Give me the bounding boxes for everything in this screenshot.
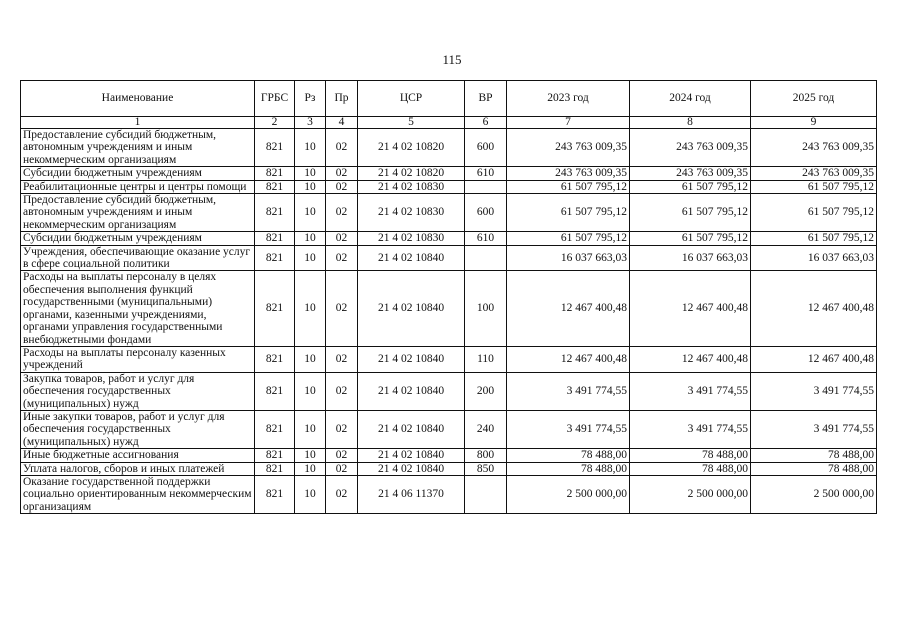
row-vr: 240: [465, 410, 507, 448]
row-amount-2025: 243 763 009,35: [751, 129, 877, 167]
row-amount-2025: 12 467 400,48: [751, 346, 877, 372]
row-amount-2025: 61 507 795,12: [751, 194, 877, 232]
row-rz: 10: [295, 475, 326, 513]
table-row: [21, 194, 877, 232]
row-pr: 02: [326, 475, 358, 513]
row-rz: 10: [295, 180, 326, 193]
row-name: Закупка товаров, работ и услуг для обеспечения государственных (муниципальных) нужд: [21, 372, 255, 410]
row-vr: 850: [465, 462, 507, 475]
table-row: [21, 245, 877, 271]
row-amount-2023: 78 488,00: [507, 462, 630, 475]
table-row: [21, 372, 877, 410]
table-row: [21, 449, 877, 462]
column-number: 2: [255, 117, 295, 129]
row-grbs: 821: [255, 346, 295, 372]
row-amount-2023: 61 507 795,12: [507, 180, 630, 193]
row-rz: 10: [295, 167, 326, 180]
table-row: [21, 180, 877, 193]
row-amount-2024: 2 500 000,00: [630, 475, 751, 513]
row-grbs: 821: [255, 410, 295, 448]
row-amount-2023: 3 491 774,55: [507, 372, 630, 410]
row-csr: 21 4 02 10820: [358, 129, 465, 167]
column-number: 8: [630, 117, 751, 129]
row-pr: 02: [326, 372, 358, 410]
row-name: Оказание государственной поддержки социально ориентированным некоммерческим организациям: [21, 475, 255, 513]
row-csr: 21 4 02 10840: [358, 271, 465, 346]
table-row: [21, 410, 877, 448]
row-pr: 02: [326, 194, 358, 232]
row-vr: 600: [465, 194, 507, 232]
row-amount-2023: 2 500 000,00: [507, 475, 630, 513]
row-amount-2023: 243 763 009,35: [507, 129, 630, 167]
row-amount-2025: 61 507 795,12: [751, 180, 877, 193]
row-amount-2024: 243 763 009,35: [630, 167, 751, 180]
table-row: [21, 462, 877, 475]
row-pr: 02: [326, 245, 358, 271]
header-rz: Рз: [295, 81, 326, 117]
header-grbs: ГРБС: [255, 81, 295, 117]
row-amount-2025: 2 500 000,00: [751, 475, 877, 513]
column-number: 1: [21, 117, 255, 129]
row-vr: 610: [465, 167, 507, 180]
column-number: 4: [326, 117, 358, 129]
table-row: [21, 232, 877, 245]
row-csr: 21 4 02 10820: [358, 167, 465, 180]
row-amount-2023: 16 037 663,03: [507, 245, 630, 271]
row-grbs: 821: [255, 271, 295, 346]
row-pr: 02: [326, 129, 358, 167]
row-rz: 10: [295, 129, 326, 167]
row-amount-2025: 12 467 400,48: [751, 271, 877, 346]
row-csr: 21 4 02 10840: [358, 410, 465, 448]
row-rz: 10: [295, 346, 326, 372]
row-rz: 10: [295, 462, 326, 475]
row-grbs: 821: [255, 232, 295, 245]
row-grbs: 821: [255, 167, 295, 180]
row-grbs: 821: [255, 372, 295, 410]
table-row: [21, 129, 877, 167]
row-vr: [465, 475, 507, 513]
header-2024: 2024 год: [630, 81, 751, 117]
row-csr: 21 4 02 10830: [358, 194, 465, 232]
row-rz: 10: [295, 271, 326, 346]
row-rz: 10: [295, 372, 326, 410]
header-row: [21, 81, 877, 117]
row-rz: 10: [295, 232, 326, 245]
page-number: 115: [442, 52, 462, 67]
row-amount-2024: 243 763 009,35: [630, 129, 751, 167]
row-grbs: 821: [255, 180, 295, 193]
row-amount-2024: 16 037 663,03: [630, 245, 751, 271]
row-vr: 110: [465, 346, 507, 372]
row-name: Реабилитационные центры и центры помощи: [21, 180, 255, 193]
row-pr: 02: [326, 271, 358, 346]
row-csr: 21 4 02 10830: [358, 232, 465, 245]
row-grbs: 821: [255, 462, 295, 475]
row-pr: 02: [326, 449, 358, 462]
row-name: Иные закупки товаров, работ и услуг для обеспечения государственных (муниципальных) нужд: [21, 410, 255, 448]
row-vr: [465, 245, 507, 271]
row-pr: 02: [326, 346, 358, 372]
row-amount-2023: 3 491 774,55: [507, 410, 630, 448]
row-csr: 21 4 02 10840: [358, 449, 465, 462]
table-row: [21, 346, 877, 372]
column-number-row: [21, 117, 877, 129]
table-body: [21, 129, 877, 514]
row-vr: 800: [465, 449, 507, 462]
row-csr: 21 4 02 10830: [358, 180, 465, 193]
column-number: 6: [465, 117, 507, 129]
row-rz: 10: [295, 449, 326, 462]
row-name: Предоставление субсидий бюджетным, автономным учреждениям и иным некоммерческим организациям: [21, 129, 255, 167]
row-name: Субсидии бюджетным учреждениям: [21, 232, 255, 245]
row-vr: 200: [465, 372, 507, 410]
row-amount-2023: 61 507 795,12: [507, 232, 630, 245]
header-pr: Пр: [326, 81, 358, 117]
column-number: 5: [358, 117, 465, 129]
row-amount-2024: 12 467 400,48: [630, 271, 751, 346]
budget-table: [20, 80, 877, 514]
row-amount-2024: 78 488,00: [630, 462, 751, 475]
row-vr: [465, 180, 507, 193]
row-amount-2024: 78 488,00: [630, 449, 751, 462]
row-grbs: 821: [255, 245, 295, 271]
table-row: [21, 475, 877, 513]
row-rz: 10: [295, 194, 326, 232]
row-grbs: 821: [255, 475, 295, 513]
row-vr: 610: [465, 232, 507, 245]
row-name: Уплата налогов, сборов и иных платежей: [21, 462, 255, 475]
row-csr: 21 4 02 10840: [358, 372, 465, 410]
row-amount-2023: 78 488,00: [507, 449, 630, 462]
column-number: 7: [507, 117, 630, 129]
header-name: Наименование: [21, 81, 255, 117]
table-row: [21, 167, 877, 180]
row-grbs: 821: [255, 449, 295, 462]
row-csr: 21 4 02 10840: [358, 462, 465, 475]
row-amount-2023: 243 763 009,35: [507, 167, 630, 180]
row-name: Учреждения, обеспечивающие оказание услуг в сфере социальной политики: [21, 245, 255, 271]
row-amount-2025: 243 763 009,35: [751, 167, 877, 180]
header-csr: ЦСР: [358, 81, 465, 117]
row-rz: 10: [295, 410, 326, 448]
row-amount-2024: 61 507 795,12: [630, 194, 751, 232]
row-amount-2024: 61 507 795,12: [630, 232, 751, 245]
row-pr: 02: [326, 462, 358, 475]
row-amount-2025: 3 491 774,55: [751, 372, 877, 410]
row-amount-2023: 61 507 795,12: [507, 194, 630, 232]
column-number: 9: [751, 117, 877, 129]
row-amount-2025: 78 488,00: [751, 462, 877, 475]
row-amount-2025: 3 491 774,55: [751, 410, 877, 448]
table-row: [21, 271, 877, 346]
header-2025: 2025 год: [751, 81, 877, 117]
row-csr: 21 4 06 11370: [358, 475, 465, 513]
row-rz: 10: [295, 245, 326, 271]
row-csr: 21 4 02 10840: [358, 245, 465, 271]
row-amount-2024: 3 491 774,55: [630, 372, 751, 410]
row-name: Предоставление субсидий бюджетным, автономным учреждениям и иным некоммерческим организациям: [21, 194, 255, 232]
row-vr: 600: [465, 129, 507, 167]
row-pr: 02: [326, 167, 358, 180]
row-amount-2025: 78 488,00: [751, 449, 877, 462]
row-csr: 21 4 02 10840: [358, 346, 465, 372]
row-name: Иные бюджетные ассигнования: [21, 449, 255, 462]
row-pr: 02: [326, 180, 358, 193]
row-name: Субсидии бюджетным учреждениям: [21, 167, 255, 180]
row-vr: 100: [465, 271, 507, 346]
row-name: Расходы на выплаты персоналу в целях обеспечения выполнения функций государственными (муниципальными) органами, казенными учреждениями, органами управления государственными внебюджетными фондами: [21, 271, 255, 346]
row-pr: 02: [326, 232, 358, 245]
header-vr: ВР: [465, 81, 507, 117]
row-grbs: 821: [255, 194, 295, 232]
row-grbs: 821: [255, 129, 295, 167]
row-amount-2025: 16 037 663,03: [751, 245, 877, 271]
row-pr: 02: [326, 410, 358, 448]
row-amount-2024: 61 507 795,12: [630, 180, 751, 193]
row-amount-2024: 3 491 774,55: [630, 410, 751, 448]
row-amount-2025: 61 507 795,12: [751, 232, 877, 245]
row-amount-2024: 12 467 400,48: [630, 346, 751, 372]
row-amount-2023: 12 467 400,48: [507, 346, 630, 372]
row-name: Расходы на выплаты персоналу казенных учреждений: [21, 346, 255, 372]
row-amount-2023: 12 467 400,48: [507, 271, 630, 346]
column-number: 3: [295, 117, 326, 129]
header-2023: 2023 год: [507, 81, 630, 117]
